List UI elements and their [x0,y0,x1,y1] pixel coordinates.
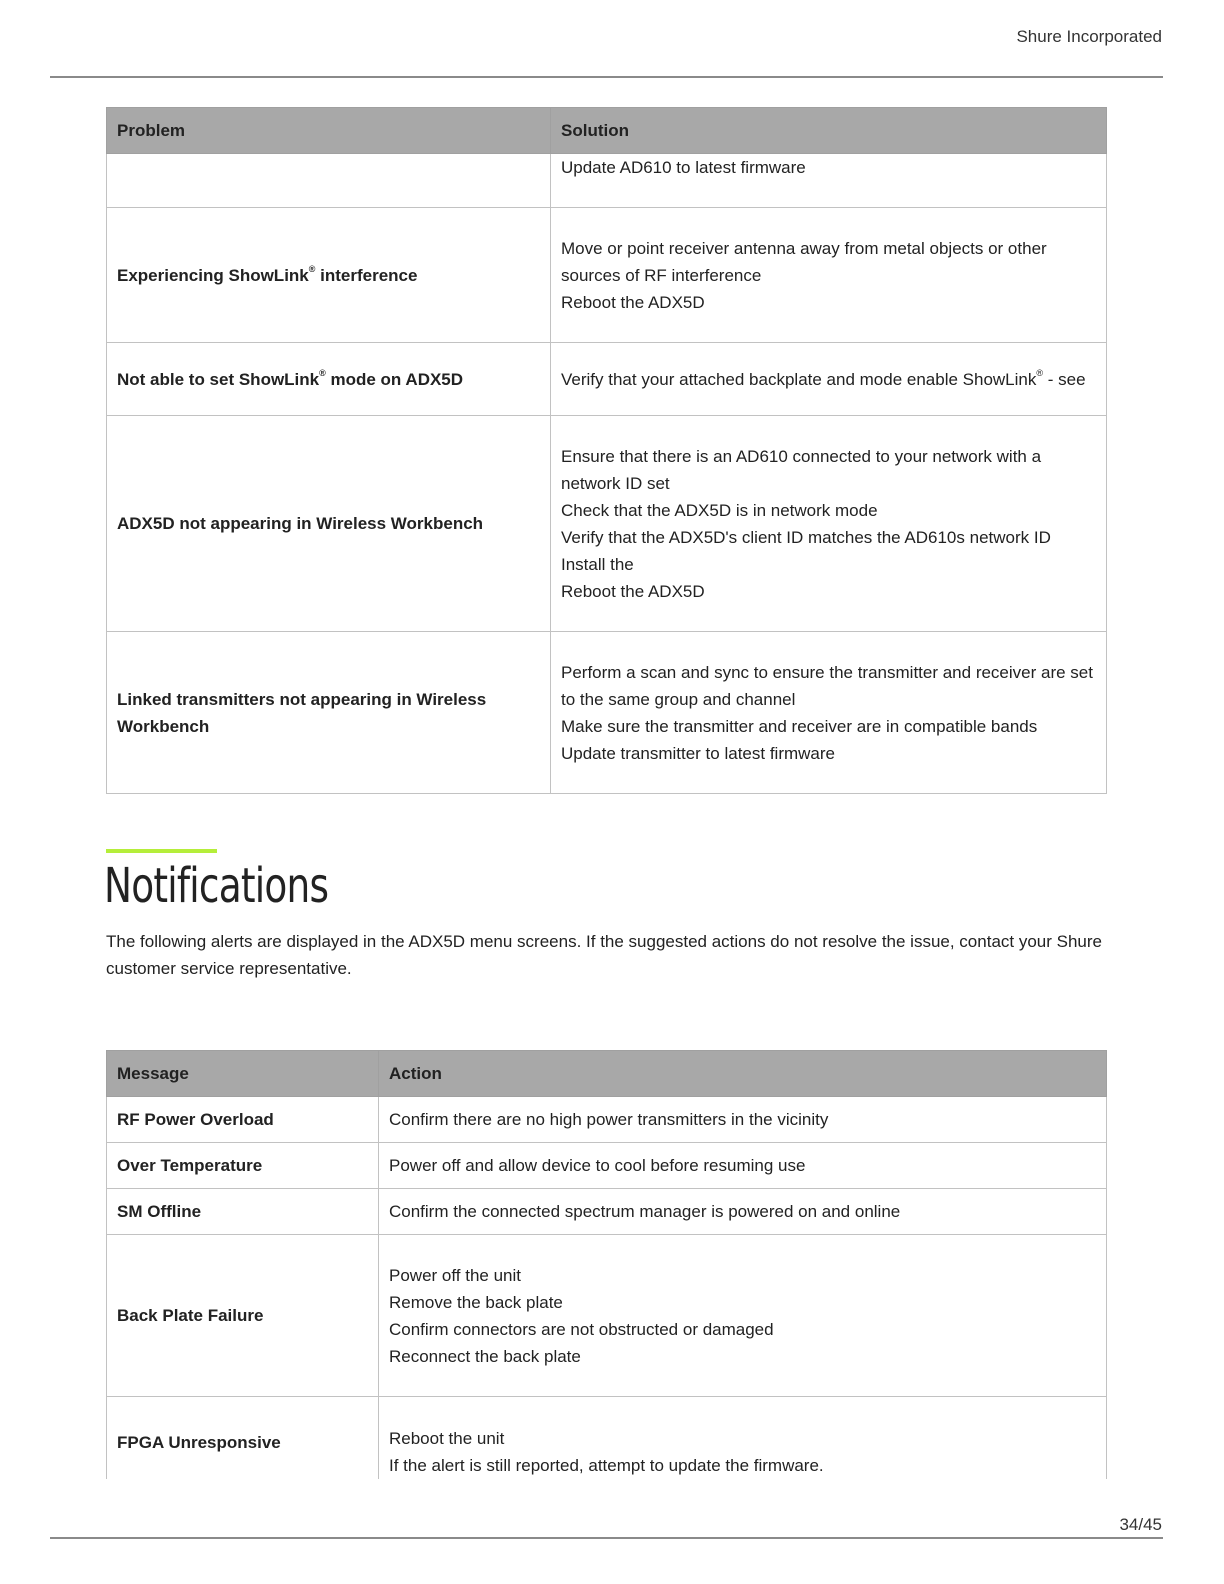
solution-line: Move or point receiver antenna away from metal objects or other sources of RF interference [561,238,1047,285]
table-row [107,1143,1107,1189]
action-line: Power off and allow device to cool before resuming use [389,1156,806,1175]
table-row [107,1397,1107,1480]
section-accent-bar [106,849,217,853]
problem-cell [107,154,551,208]
column-header-action: Action [379,1051,1107,1097]
solution-text-trail: - see [1043,369,1086,389]
action-cell [379,1189,1107,1235]
section-intro: The following alerts are displayed in the ADX5D menu screens. If the suggested actions do not resolve the issue, contact your Shure customer service representative. [106,932,1103,978]
action-cell [379,1235,1107,1397]
registered-mark: ® [1036,367,1044,378]
table-row [107,154,1107,208]
problem-text-trail: mode on ADX5D [325,369,464,389]
solution-line: Ensure that there is an AD610 connected to your network with a network ID set [561,446,1042,493]
solution-line: Verify that the ADX5D's client ID matches the AD610s network ID [561,527,1051,547]
action-line: Confirm the connected spectrum manager is powered on and online [389,1202,901,1221]
problem-cell [107,208,551,343]
table-row [107,208,1107,343]
table-row [107,343,1107,416]
problem-text-trail: interference [315,265,418,285]
footer-divider [50,1537,1163,1539]
solution-line: Perform a scan and sync to ensure the transmitter and receiver are set to the same group and channel [561,662,1093,709]
troubleshooting-table [106,107,1107,794]
action-line: If the alert is still reported, attempt to update the firmware. [389,1456,824,1475]
action-line: Power off the unit [389,1265,521,1285]
table-row [107,416,1107,632]
solution-cell [551,416,1107,632]
message-cell: Back Plate Failure [107,1235,379,1397]
table-row [107,1189,1107,1235]
solution-cell [551,632,1107,794]
problem-text: Not able to set ShowLink [117,369,320,389]
action-line: Confirm connectors are not obstructed or damaged [389,1319,774,1339]
action-cell [379,1097,1107,1143]
column-header-problem: Problem [107,108,551,154]
action-line: Reconnect the back plate [389,1346,581,1366]
action-line: Remove the back plate [389,1292,563,1312]
column-header-message: Message [107,1051,379,1097]
solution-cell [551,343,1107,416]
action-cell [379,1397,1107,1480]
registered-mark: ® [308,263,316,274]
section-title: Notifications [104,858,329,914]
solution-line: Update transmitter to latest firmware [561,743,835,763]
solution-line: Install the [561,554,634,574]
problem-cell: ADX5D not appearing in Wireless Workbench [107,416,551,632]
action-line: Reboot the unit [389,1429,505,1448]
solution-cell [551,154,1107,208]
column-header-solution: Solution [551,108,1107,154]
table-row [107,632,1107,794]
registered-mark: ® [319,367,326,378]
notifications-table [106,1050,1107,1479]
problem-cell [107,343,551,416]
table-row [107,1097,1107,1143]
solution-line: Check that the ADX5D is in network mode [561,500,878,520]
solution-line: Reboot the ADX5D [561,292,705,312]
solution-text: Verify that your attached backplate and mode enable ShowLink [561,369,1037,389]
action-line: Confirm there are no high power transmitters in the vicinity [389,1110,829,1129]
solution-line: Update AD610 to latest firmware [561,158,806,177]
table-row [107,1235,1107,1397]
solution-line: Make sure the transmitter and receiver are in compatible bands [561,716,1038,736]
problem-text: Experiencing ShowLink [117,265,309,285]
header-divider [50,76,1163,78]
problem-cell: Linked transmitters not appearing in Wireless Workbench [107,632,551,794]
message-cell: RF Power Overload [107,1097,379,1143]
message-cell: FPGA Unresponsive [107,1397,379,1480]
table-header-row [107,108,1107,154]
page-number: 34/45 [1119,1515,1162,1534]
solution-cell [551,208,1107,343]
table-header-row [107,1051,1107,1097]
message-cell: SM Offline [107,1189,379,1235]
action-cell [379,1143,1107,1189]
solution-line: Reboot the ADX5D [561,581,705,601]
message-cell: Over Temperature [107,1143,379,1189]
company-name: Shure Incorporated [1016,27,1162,46]
